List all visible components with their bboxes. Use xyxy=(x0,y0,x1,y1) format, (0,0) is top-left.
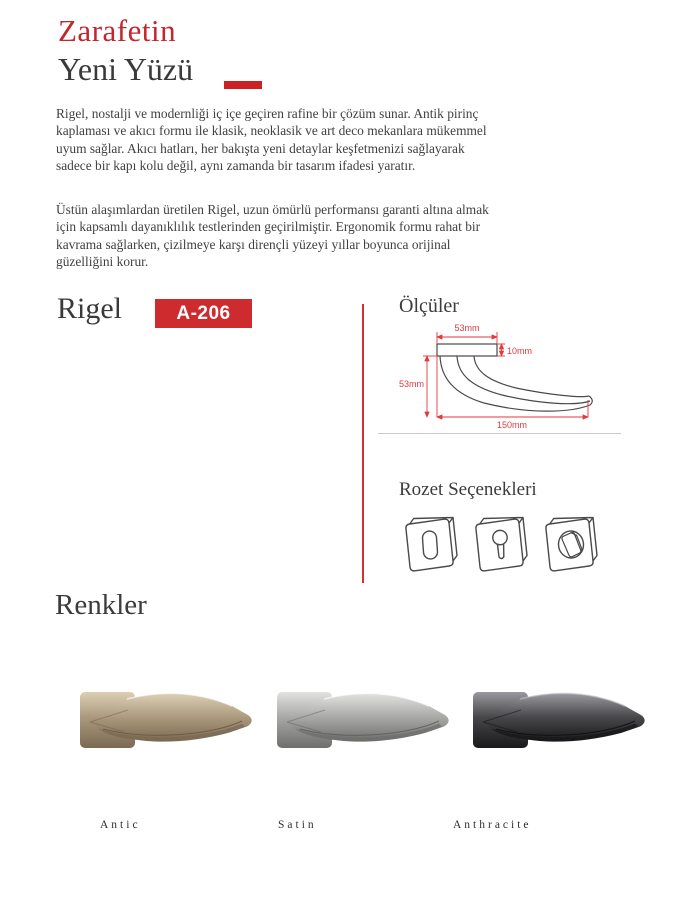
product-name: Rigel xyxy=(57,292,122,325)
finish-label-anthracite: Anthracite xyxy=(453,819,532,831)
vertical-divider xyxy=(362,304,364,583)
brand-title: Zarafetin xyxy=(58,13,177,48)
intro-paragraph-1: Rigel, nostalji ve modernliği iç içe geçiren rafine bir çözüm sunar. Antik pirinç kaplaması ve akıcı formu ile klasik, neoklasik ve art deco mekanlara mükemmel uyum sağlar. Akıcı hatları, her bakışta yeni detaylar keşfetmenizi sağlayarak sadece bir kapı kolu değil, aynı zamanda bir tasarım ifadesi yaratır. xyxy=(56,106,487,173)
dim-thickness-label: 10mm xyxy=(507,346,533,356)
section-divider xyxy=(378,433,621,434)
handle-photo-antic xyxy=(70,662,270,822)
handle-photo-anthracite xyxy=(463,662,663,822)
standard-keyhole-rosette-icon xyxy=(406,518,457,571)
dimension-drawing xyxy=(378,320,623,432)
dim-top-width-label: 53mm xyxy=(454,323,480,333)
page-subtitle: Yeni Yüzü xyxy=(58,51,194,87)
rosette-options-drawing xyxy=(396,506,604,580)
cylinder-keyhole-rosette-icon xyxy=(476,518,527,571)
handle-photo-satin xyxy=(267,662,467,822)
rosette-options-title: Rozet Seçenekleri xyxy=(399,479,537,500)
colors-title: Renkler xyxy=(55,589,147,621)
dimensions-title: Ölçüler xyxy=(399,295,459,317)
dim-height-label: 53mm xyxy=(398,379,424,389)
product-code-badge: A-206 xyxy=(155,299,252,328)
finish-label-antic: Antic xyxy=(100,819,141,831)
wc-turn-rosette-icon xyxy=(546,518,597,571)
finish-label-satin: Satin xyxy=(278,819,317,831)
intro-paragraph-2: Üstün alaşımlardan üretilen Rigel, uzun ömürlü performansı garanti altına almak için kapsamlı dayanıklılık testlerinden geçirilmiştir. Ergonomik formu rahat bir kavrama sağlarken, çizilmeye karşı dirençli yüzeyi yıllar boyunca orijinal güzelliğini korur. xyxy=(56,202,489,269)
dim-length-label: 150mm xyxy=(496,420,528,430)
red-dash xyxy=(224,81,262,89)
